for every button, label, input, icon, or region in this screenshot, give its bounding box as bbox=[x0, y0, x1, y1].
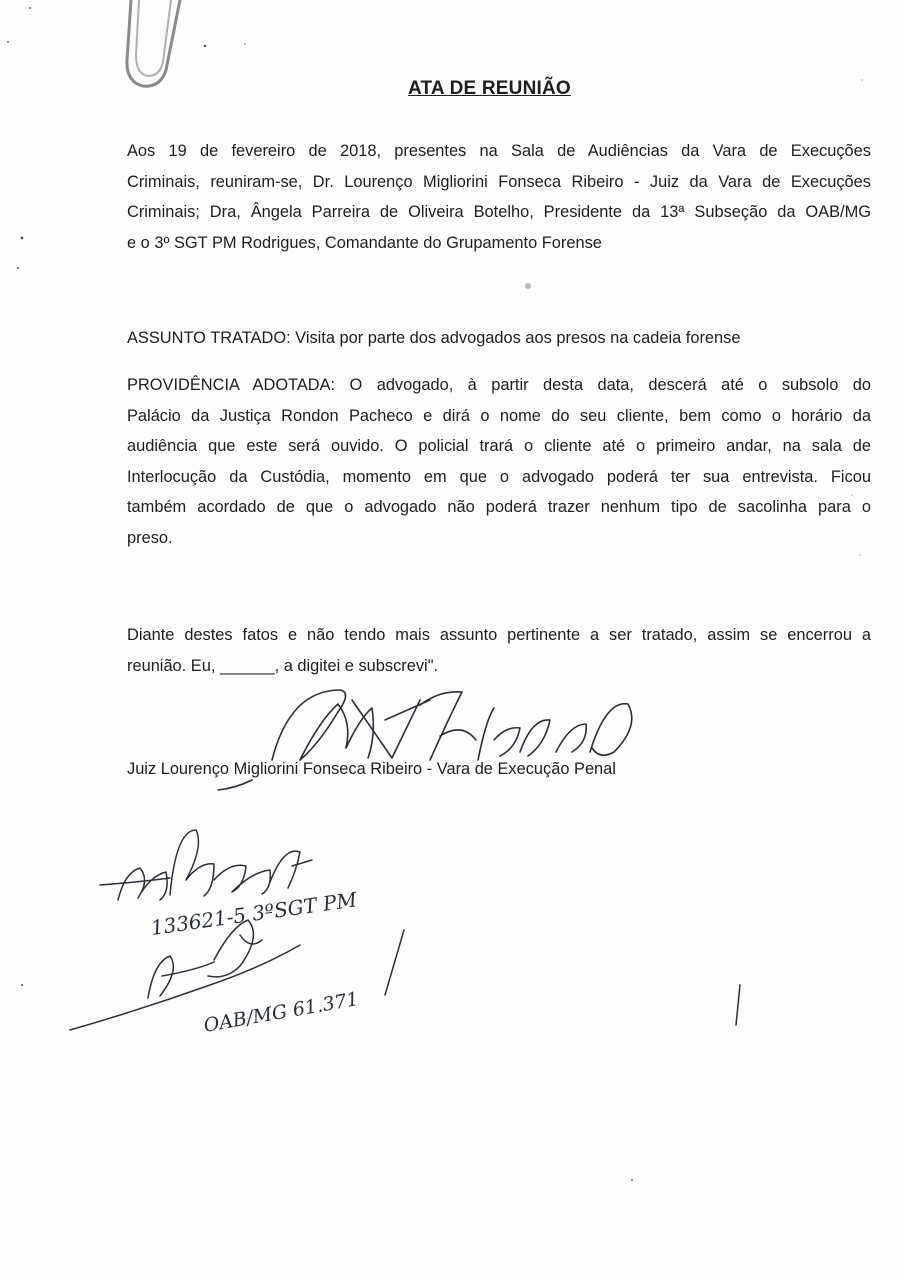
paragraph-line: também acordado de que o advogado não poderá trazer nenhum tipo de sacolinha para o bbox=[127, 498, 871, 516]
paragraph-line: Interlocução da Custódia, momento em que o advogado poderá ter sua entrevista. Ficou bbox=[127, 467, 871, 486]
paragraph-line: Aos 19 de fevereiro de 2018, presentes na Sala de Audiências da Vara de Execuções bbox=[127, 142, 871, 160]
subject-line: ASSUNTO TRATADO: Visita por parte dos advogados aos presos na cadeia forense bbox=[127, 329, 741, 347]
paragraph-line: reunião. Eu, ______, a digitei e subscrevi". bbox=[127, 656, 439, 675]
military-id-note: 133621-5 3ºSGT PM bbox=[149, 887, 359, 940]
document-title: ATA DE REUNIÃO bbox=[408, 78, 571, 99]
paragraph-line: Diante destes fatos e não tendo mais assunto pertinente a ser tratado, assim se encerrou a bbox=[127, 626, 871, 644]
signature-caption: Juiz Lourenço Migliorini Fonseca Ribeiro - Vara de Execução Penal bbox=[127, 760, 616, 778]
paragraph-line: Criminais; Dra, Ângela Parreira de Oliveira Botelho, Presidente da 13ª Subseção da OAB/MG bbox=[127, 203, 871, 221]
paragraph-line: e o 3º SGT PM Rodrigues, Comandante do Grupamento Forense bbox=[127, 233, 602, 252]
paragraph-line: PROVIDÊNCIA ADOTADA: O advogado, à partir desta data, descerá até o subsolo do bbox=[127, 376, 871, 394]
paragraph-line: Palácio da Justiça Rondon Pacheco e dirá o nome do seu cliente, bem como o horário da bbox=[127, 406, 871, 425]
paragraph-line: audiência que este será ouvido. O policial trará o cliente até o primeiro andar, na sala de bbox=[127, 437, 871, 455]
paragraph-line: preso. bbox=[127, 528, 173, 547]
oab-registration-note: OAB/MG 61.371 bbox=[202, 988, 361, 1037]
paragraph-line: Criminais, reuniram-se, Dr. Lourenço Migliorini Fonseca Ribeiro - Juiz da Vara de Execuções bbox=[127, 172, 871, 191]
